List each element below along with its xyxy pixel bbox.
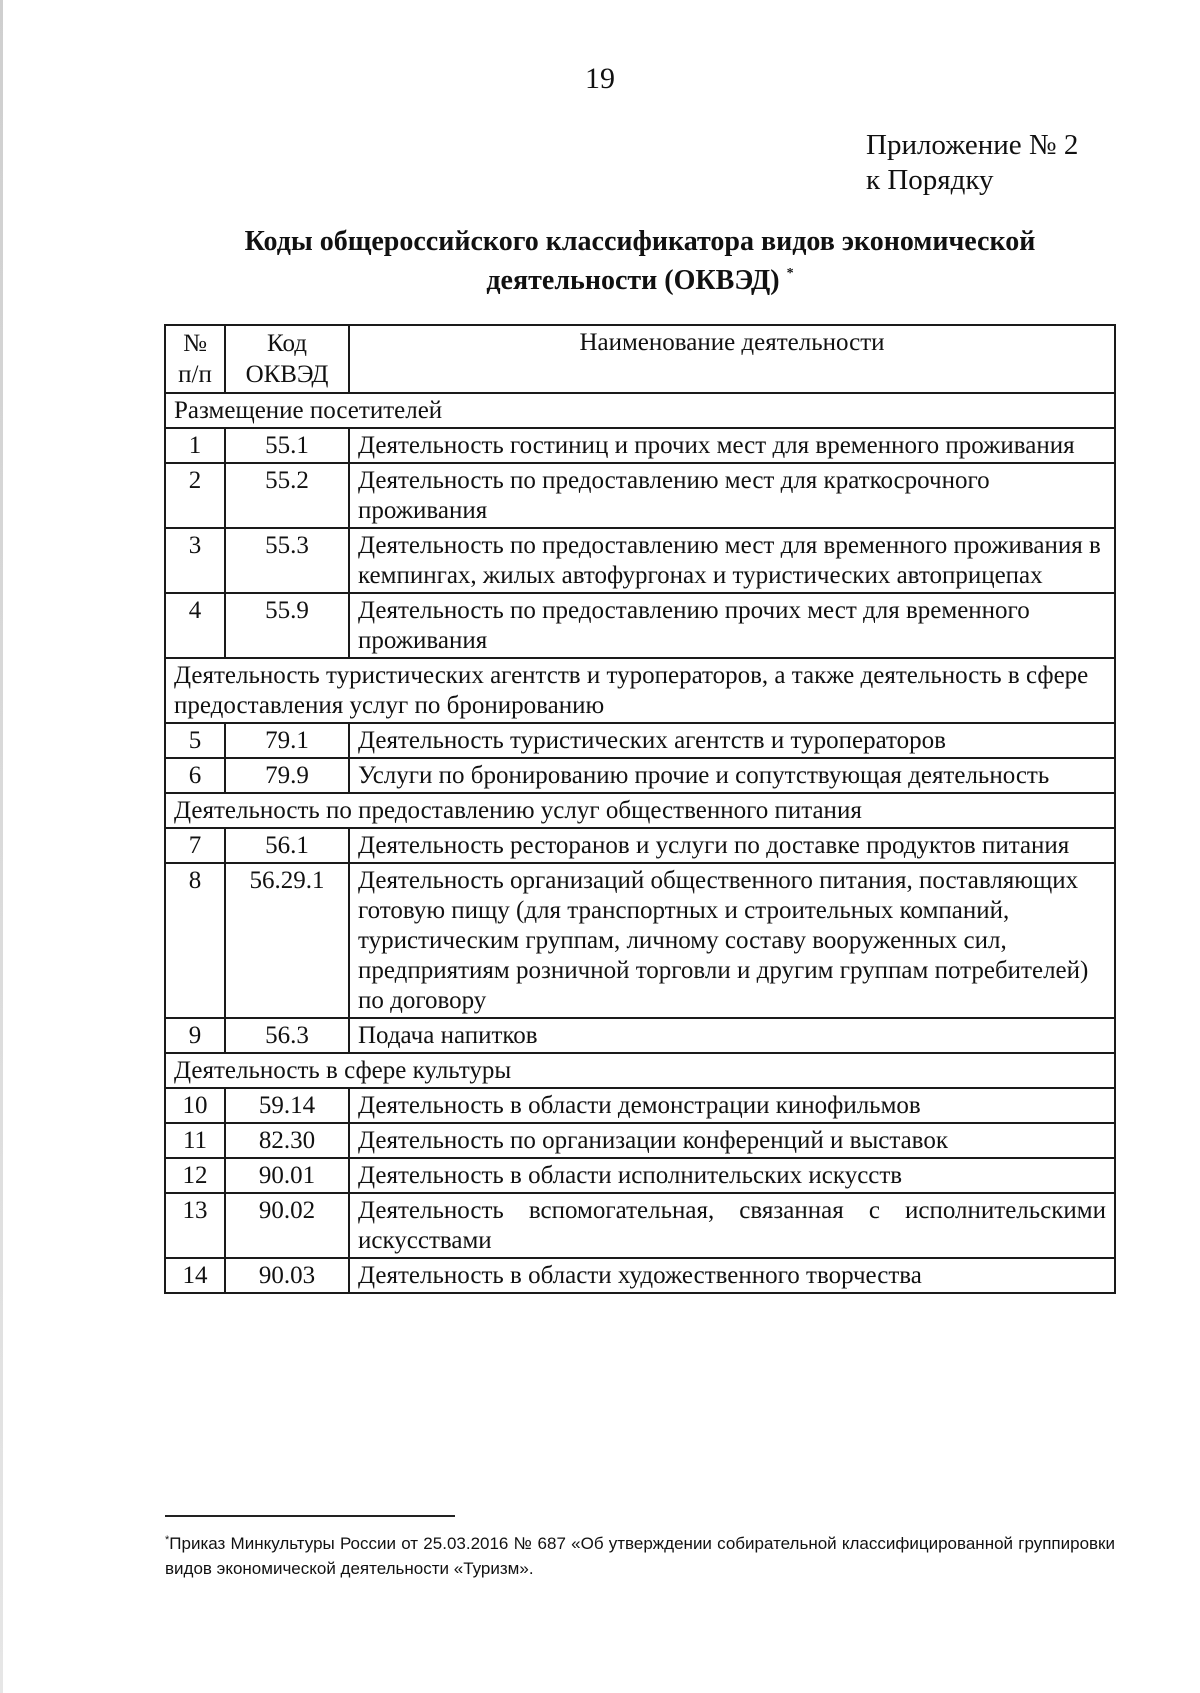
activity-name: Деятельность гостиниц и прочих мест для временного проживания <box>349 428 1115 463</box>
footnote-text: Приказ Минкультуры России от 25.03.2016 № 687 «Об утверждении собирательной классифицированной группировки видов экономической деятельности «Туризм». <box>165 1534 1115 1578</box>
page-number: 19 <box>585 62 615 95</box>
row-number: 1 <box>165 428 225 463</box>
table-row <box>165 528 1115 593</box>
row-number: 9 <box>165 1018 225 1053</box>
okved-code: 90.03 <box>225 1258 349 1293</box>
section-row <box>165 1053 1115 1088</box>
section-title: Деятельность по предоставлению услуг общественного питания <box>165 793 1115 828</box>
activity-name: Деятельность по предоставлению мест для временного проживания в кемпингах, жилых автофургонах и туристических автоприцепах <box>349 528 1115 593</box>
activity-name: Деятельность туристических агентств и туроператоров <box>349 723 1115 758</box>
okved-code: 90.02 <box>225 1193 349 1258</box>
activity-name: Деятельность в области демонстрации кинофильмов <box>349 1088 1115 1123</box>
title-line-2 <box>200 261 1080 300</box>
table-row <box>165 828 1115 863</box>
row-number: 2 <box>165 463 225 528</box>
okved-code: 59.14 <box>225 1088 349 1123</box>
activity-name: Деятельность по организации конференций и выставок <box>349 1123 1115 1158</box>
table-row <box>165 1258 1115 1293</box>
table-header-row <box>165 325 1115 393</box>
scan-edge <box>0 0 3 1693</box>
table-row <box>165 428 1115 463</box>
activity-name: Деятельность вспомогательная, связанная с исполнительскими искусствами <box>349 1193 1115 1258</box>
row-number: 10 <box>165 1088 225 1123</box>
okved-table <box>164 324 1116 1294</box>
table-row <box>165 1088 1115 1123</box>
title-line-2-text: деятельности (ОКВЭД) <box>486 265 780 297</box>
activity-name: Деятельность по предоставлению мест для краткосрочного проживания <box>349 463 1115 528</box>
header-name: Наименование деятельности <box>349 325 1115 393</box>
appendix-line-1: Приложение № 2 <box>866 129 1079 161</box>
row-number: 7 <box>165 828 225 863</box>
footnote-mark: * <box>165 1534 170 1546</box>
activity-name: Деятельность организаций общественного питания, поставляющих готовую пищу (для транспортных и строительных компаний, туристическим группам, личному составу вооруженных сил, предприятиям розничной торговли и другим группам потребителей) по договору <box>349 863 1115 1018</box>
table-row <box>165 463 1115 528</box>
table-row <box>165 1193 1115 1258</box>
okved-code: 56.29.1 <box>225 863 349 1018</box>
title-line-1: Коды общероссийского классификатора видов экономической <box>244 226 1036 257</box>
section-title: Деятельность туристических агентств и туроператоров, а также деятельность в сфере предоставления услуг по бронированию <box>165 658 1115 723</box>
activity-name: Деятельность в области исполнительских искусств <box>349 1158 1115 1193</box>
appendix-reference <box>866 128 1078 199</box>
section-row <box>165 658 1115 723</box>
footnote-rule <box>165 1515 455 1517</box>
okved-code: 79.9 <box>225 758 349 793</box>
row-number: 8 <box>165 863 225 1018</box>
okved-code: 56.3 <box>225 1018 349 1053</box>
header-code: Код ОКВЭД <box>225 325 349 393</box>
okved-code: 55.3 <box>225 528 349 593</box>
title-footnote-mark: * <box>786 266 794 282</box>
okved-code: 55.9 <box>225 593 349 658</box>
table-row <box>165 1123 1115 1158</box>
okved-code: 56.1 <box>225 828 349 863</box>
table-row <box>165 863 1115 1018</box>
section-row <box>165 793 1115 828</box>
table-body <box>165 393 1115 1293</box>
activity-name: Деятельность в области художественного творчества <box>349 1258 1115 1293</box>
row-number: 4 <box>165 593 225 658</box>
table-row <box>165 593 1115 658</box>
activity-name: Деятельность по предоставлению прочих мест для временного проживания <box>349 593 1115 658</box>
row-number: 5 <box>165 723 225 758</box>
activity-name: Деятельность ресторанов и услуги по доставке продуктов питания <box>349 828 1115 863</box>
table-row <box>165 1018 1115 1053</box>
document-title <box>200 222 1080 300</box>
okved-code: 55.1 <box>225 428 349 463</box>
table-row <box>165 723 1115 758</box>
row-number: 13 <box>165 1193 225 1258</box>
row-number: 14 <box>165 1258 225 1293</box>
okved-code: 90.01 <box>225 1158 349 1193</box>
row-number: 6 <box>165 758 225 793</box>
section-row <box>165 393 1115 428</box>
row-number: 12 <box>165 1158 225 1193</box>
row-number: 3 <box>165 528 225 593</box>
section-title: Размещение посетителей <box>165 393 1115 428</box>
activity-name: Подача напитков <box>349 1018 1115 1053</box>
okved-code: 55.2 <box>225 463 349 528</box>
okved-code: 79.1 <box>225 723 349 758</box>
row-number: 11 <box>165 1123 225 1158</box>
footnote <box>165 1532 1115 1581</box>
section-title: Деятельность в сфере культуры <box>165 1053 1115 1088</box>
appendix-line-2: к Порядку <box>866 164 994 197</box>
table-row <box>165 1158 1115 1193</box>
table-row <box>165 758 1115 793</box>
okved-code: 82.30 <box>225 1123 349 1158</box>
header-number: № п/п <box>165 325 225 393</box>
activity-name: Услуги по бронированию прочие и сопутствующая деятельность <box>349 758 1115 793</box>
